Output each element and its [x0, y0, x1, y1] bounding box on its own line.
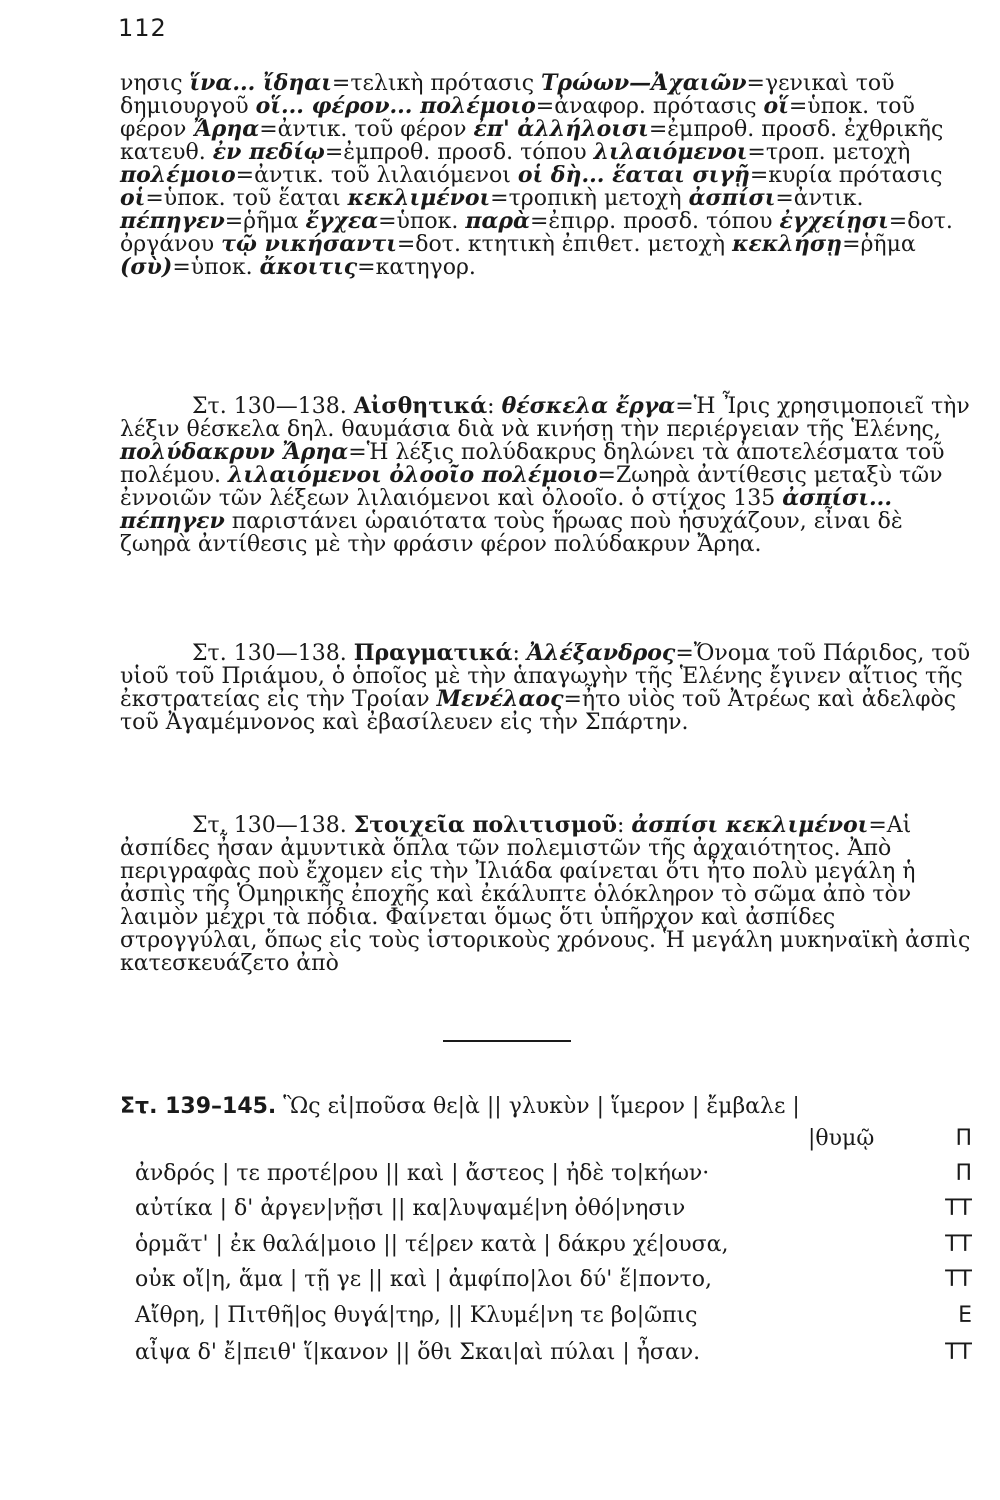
scansion-mark: ΤΤ — [945, 1232, 972, 1257]
aesthetic-text: Στ. 130—138. Αἰσθητικά: θέσκελα ἔργα=Ἡ Ἶρις χρησιμοποιεῖ τὴν λέξιν θέσκελα δηλ. θαυμάσια διὰ νὰ κινήσῃ τὴν περιέργειαν τῆς Ἑλένης, πολύδακρυν Ἄρηα=Ἡ λέξις πολύδακρυς δηλώνει τὰ ἀποτελέσματα τοῦ πολέμου. λιλαιόμενοι ὀλοοῖο πολέμοιο=Ζωηρὰ ἀντίθεσις μεταξὺ τῶν ἐννοιῶν τῶν λέξεων λιλαιόμενοι καὶ ὀλοοῖο. ὁ στίχος 135 ἀσπίσι... πέπηγεν παριστάνει ὡραιότατα τοὺς ἥρωας ποὺ ἡσυχάζουν, εἶναι δὲ ζωηρὰ ἀντίθεσις μὲ τὴν φράσιν φέρον πολύδακρυν Ἄρηα. — [120, 393, 970, 557]
glossary-paragraph — [120, 72, 972, 279]
real-text: Στ. 130—138. Πραγματικά: Ἀλέξανδρος=Ὄνομα τοῦ Πάριδος, τοῦ υἱοῦ τοῦ Πριάμου, ὁ ὁποῖος μὲ τὴν ἁπαγωγὴν τῆς Ἑλένης ἔγινεν αἴτιος τῆς ἐκστρατείας εἰς τὴν Τροίαν Μενέλαος=ἦτο υἱὸς τοῦ Ἀτρέως καὶ ἀδελφὸς τοῦ Ἀγαμέμνονος καὶ ἐβασίλευεν εἰς τὴν Σπάρτην. — [120, 640, 971, 735]
culture-text: Στ. 130—138. Στοιχεῖα πολιτισμοῦ: ἀσπίσι κεκλιμένοι=Αἱ ἀσπίδες ἦσαν ἀμυντικὰ ὅπλα τῶν πολεμιστῶν τῆς ἀρχαιότητος. Ἀπὸ περιγραφὰς ποὺ ἔχομεν εἰς τὴν Ἰλιάδα φαίνεται ὅτι ἦτο πολὺ μεγάλη ἡ ἀσπὶς τῆς Ὁμηρικῆς ἐποχῆς καὶ ἐκάλυπτε ὁλόκληρον τὸ σῶμα ἀπὸ τὸν λαιμὸν μέχρι τὰ πόδια. Φαίνεται ὅμως ὅτι ὑπῆρχον καὶ ἀσπίδες στρογγύλαι, ὅπως εἰς τοὺς ἱστορικοὺς χρόνους. Ἡ μεγάλη μυκηναϊκὴ ἀσπὶς κατεσκευάζετο ἀπὸ — [120, 812, 971, 976]
real-heading: Πραγματικά — [353, 640, 513, 666]
verse-line: αὐτίκα | δ' ἀργεν|νῇσι || κα|λυψαμέ|νη ὀθό|νησιν — [135, 1196, 686, 1221]
page-number: 112 — [118, 14, 167, 42]
verse-line: οὐκ οἴ|η, ἅμα | τῇ γε || καὶ | ἀμφίπο|λοι δύ' ἕ|ποντο, — [135, 1267, 713, 1292]
verse-line: αἶψα δ' ἔ|πειθ' ἵ|κανον || ὅθι Σκαι|αὶ πύλαι | ἦσαν. — [135, 1340, 701, 1365]
verse-reference: Στ. 139–145. — [120, 1094, 277, 1119]
verse-line: ἀνδρός | τε προτέ|ρου || καὶ | ἄστεος | ἠδὲ το|κήων· — [135, 1161, 710, 1186]
culture-section — [120, 814, 972, 975]
aesthetic-heading: Αἰσθητικά — [353, 393, 488, 419]
glossary-text: νησις ἵνα... ἴδηαι=τελικὴ πρότασις Τρώων—Ἀχαιῶν=γενικαὶ τοῦ δημιουργοῦ οἵ... φέρον... πολέμοιο=ἀναφορ. πρότασις οἵ=ὑποκ. τοῦ φέρον Ἄρηα=ἀντικ. τοῦ φέρον ἐπ' ἀλλήλοισι=ἐμπροθ. προσδ. ἐχθρικῆς κατευθ. ἐν πεδίῳ=ἐμπροθ. προσδ. τόπου λιλαιόμενοι=τροπ. μετοχὴ πολέμοιο=ἀντικ. τοῦ λιλαιόμενοι οἱ δὴ... ἕαται σιγῇ=κυρία πρότασις οἱ=ὑποκ. τοῦ ἕαται κεκλιμένοι=τροπικὴ μετοχὴ ἀσπίσι=ἀντικ. πέπηγεν=ῥῆμα ἔγχεα=ὑποκ. παρὰ=ἐπιρρ. προσδ. τόπου ἐγχείῃσι=δοτ. ὀργάνου τῷ νικήσαντι=δοτ. κτητικὴ ἐπιθετ. μετοχὴ κεκλήσῃ=ῥῆμα (σὺ)=ὑποκ. ἄκοιτις=κατηγορ. — [120, 70, 953, 280]
real-section — [120, 642, 972, 734]
scansion-mark: Π — [955, 1126, 972, 1151]
scansion-mark: Ε — [958, 1303, 972, 1328]
verse-line-first: Στ. 139–145. Ὣς εἰ|ποῦσα θε|ὰ || γλυκὺν | ἵμερον | ἔμβαλε | — [120, 1094, 800, 1119]
section-separator — [443, 1040, 571, 1042]
scansion-mark: ΤΤ — [945, 1340, 972, 1365]
aesthetic-section — [120, 395, 972, 556]
scansion-mark: Π — [955, 1161, 972, 1186]
verse-line: ὁρμᾶτ' | ἐκ θαλά|μοιο || τέ|ρεν κατὰ | δάκρυ χέ|ουσα, — [135, 1232, 729, 1257]
verse-line: Αἴθρη, | Πιτθῆ|ος θυγά|τηρ, || Κλυμέ|νη τε βο|ῶπις — [135, 1303, 698, 1328]
scansion-mark: ΤΤ — [945, 1196, 972, 1221]
scansion-mark: ΤΤ — [945, 1267, 972, 1292]
culture-heading: Στοιχεῖα πολιτισμοῦ — [353, 812, 617, 838]
verse-line-first-continuation: |θυμῷ — [808, 1126, 875, 1151]
